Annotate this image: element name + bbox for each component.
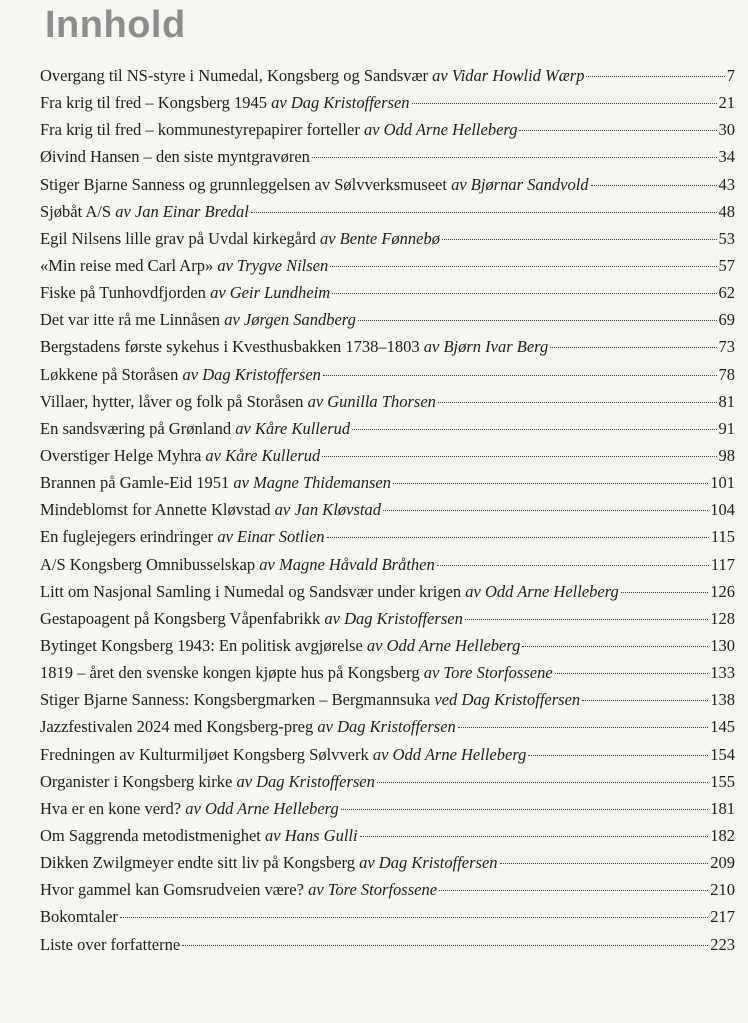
entry-page-number: 78 — [718, 364, 735, 384]
dot-leader — [500, 863, 709, 864]
entry-title: En fuglejegers erindringer — [40, 527, 214, 547]
entry-author: Odd Arne Helleberg — [386, 635, 521, 655]
toc-entry-text — [40, 799, 339, 819]
dot-leader — [439, 890, 708, 891]
dot-leader — [322, 456, 716, 457]
dot-leader — [465, 619, 708, 620]
toc-entry-text — [40, 636, 520, 656]
toc-entry — [40, 609, 735, 636]
entry-title: Organister i Kongsberg kirke — [40, 771, 233, 791]
entry-preposition: av — [423, 337, 440, 357]
entry-title: Mindeblomst for Annette Kløvstad — [40, 500, 271, 520]
toc-entry-text — [40, 500, 381, 520]
dot-leader — [438, 402, 717, 403]
entry-preposition: av — [185, 798, 201, 818]
entry-preposition: av — [274, 500, 291, 520]
toc-entry-text — [40, 229, 440, 249]
dot-leader — [251, 212, 717, 213]
toc-entry-text — [40, 663, 553, 683]
toc-entry — [40, 772, 735, 799]
entry-preposition: av — [363, 120, 380, 140]
toc-entry — [40, 717, 735, 744]
entry-author: Dag Kristoffersen — [290, 93, 410, 113]
entry-page-number: 138 — [710, 690, 735, 710]
toc-entry-text — [40, 880, 437, 900]
toc-entry — [40, 473, 735, 500]
toc-entry-text — [40, 473, 391, 493]
entry-preposition: av — [271, 93, 287, 113]
toc-entry-text — [40, 582, 619, 602]
page-title: Innhold — [45, 4, 186, 46]
entry-author: Kåre Kullerud — [254, 418, 351, 438]
entry-preposition: av — [465, 581, 481, 601]
toc-entry-text — [40, 392, 436, 412]
toc-entry — [40, 175, 735, 202]
toc-entry-text — [40, 93, 410, 113]
entry-page-number: 182 — [710, 825, 735, 845]
entry-author: Trygve Nilsen — [237, 255, 329, 275]
entry-title: Løkkene på Storåsen — [40, 364, 179, 384]
entry-title: Gestapoagent på Kongsberg Våpenfabrikk — [40, 608, 321, 628]
entry-title: Dikken Zwilgmeyer endte sitt liv på Kongsberg — [40, 853, 355, 873]
toc-entry — [40, 229, 735, 256]
dot-leader — [352, 429, 716, 430]
entry-page-number: 30 — [718, 120, 735, 140]
toc-entry-text — [40, 202, 249, 222]
entry-title: Overstiger Helge Myhra — [40, 445, 202, 465]
entry-page-number: 181 — [710, 798, 735, 818]
entry-page-number: 57 — [718, 255, 735, 275]
toc-entry — [40, 853, 735, 880]
entry-title: Egil Nilsens lille grav på Uvdal kirkegård — [40, 228, 316, 248]
toc-entry-text — [40, 147, 310, 167]
toc-entry — [40, 392, 735, 419]
toc-entry-text — [40, 826, 358, 846]
entry-title: Sjøbåt A/S — [40, 201, 112, 221]
toc-entry-text — [40, 419, 350, 439]
entry-preposition: av — [317, 717, 333, 737]
entry-page-number: 145 — [710, 717, 735, 737]
toc-entry — [40, 446, 735, 473]
entry-title: Hva er en kone verd? — [40, 798, 182, 818]
toc-entry-text — [40, 310, 356, 330]
dot-leader — [393, 483, 708, 484]
entry-page-number: 73 — [718, 337, 735, 357]
entry-title: Overgang til NS-styre i Numedal, Kongsberg og Sandsvær — [40, 66, 429, 85]
toc-entry-text — [40, 609, 463, 629]
table-of-contents — [40, 66, 735, 962]
dot-leader — [312, 157, 717, 158]
dot-leader — [120, 917, 708, 918]
entry-title: Stiger Bjarne Sanness og grunnleggelsen av Sølvverksmuseet — [40, 174, 447, 194]
entry-title: En sandsværing på Grønland — [40, 418, 232, 438]
entry-title: A/S Kongsberg Omnibusselskap — [40, 554, 256, 574]
toc-entry — [40, 337, 735, 364]
entry-title: Litt om Nasjonal Samling i Numedal og Sandsvær under krigen — [40, 581, 462, 601]
toc-entry-text — [40, 256, 328, 276]
dot-leader — [621, 592, 708, 593]
entry-author: Jørgen Sandberg — [243, 310, 356, 330]
entry-page-number: 128 — [710, 608, 735, 628]
toc-entry — [40, 582, 735, 609]
entry-page-number: 209 — [710, 853, 735, 873]
entry-title: Bergstadens første sykehus i Kvesthusbakken 1738–1803 — [40, 337, 420, 357]
dot-leader — [437, 565, 709, 566]
entry-title: Øivind Hansen – den siste myntgravøren — [40, 147, 310, 167]
toc-entry — [40, 907, 735, 934]
entry-page-number: 210 — [710, 880, 735, 900]
entry-page-number: 217 — [710, 907, 735, 927]
dot-leader — [555, 673, 709, 674]
entry-author: Gunilla Thorsen — [327, 391, 436, 411]
entry-preposition: av — [235, 418, 251, 438]
entry-page-number: 34 — [718, 147, 735, 167]
toc-entry — [40, 663, 735, 690]
dot-leader — [332, 293, 716, 294]
entry-page-number: 81 — [718, 391, 735, 411]
toc-entry-text — [40, 337, 548, 357]
entry-title: Jazzfestivalen 2024 med Kongsberg-preg — [40, 717, 314, 737]
entry-page-number: 69 — [718, 310, 735, 330]
entry-preposition: av — [451, 174, 467, 194]
toc-entry — [40, 256, 735, 283]
entry-page-number: 130 — [710, 635, 735, 655]
entry-title: Fra krig til fred – Kongsberg 1945 — [40, 93, 267, 113]
toc-entry-text — [40, 690, 580, 710]
entry-title: «Min reise med Carl Arp» — [40, 255, 214, 275]
entry-author: Kåre Kullerud — [225, 445, 321, 465]
entry-page-number: 98 — [718, 445, 735, 465]
toc-entry — [40, 147, 735, 174]
entry-preposition: av — [265, 825, 281, 845]
entry-preposition: av — [182, 364, 199, 384]
toc-entry — [40, 202, 735, 229]
entry-page-number: 101 — [710, 473, 735, 493]
entry-author: Dag Kristoffersen — [256, 771, 375, 791]
dot-leader — [550, 347, 716, 348]
entry-preposition: av — [259, 554, 275, 574]
toc-entry-text — [40, 853, 498, 873]
entry-preposition: av — [319, 228, 336, 248]
dot-leader — [360, 836, 709, 837]
toc-entry-text — [40, 935, 180, 955]
entry-preposition: av — [372, 744, 389, 764]
dot-leader — [591, 185, 717, 186]
entry-author: Dag Kristoffersen — [344, 608, 463, 628]
dot-leader — [582, 700, 708, 701]
dot-leader — [358, 320, 717, 321]
toc-entry — [40, 365, 735, 392]
toc-entry-text — [40, 772, 375, 792]
dot-leader — [586, 76, 724, 77]
toc-entry — [40, 935, 735, 962]
entry-page-number: 91 — [718, 418, 735, 438]
toc-entry — [40, 66, 735, 93]
entry-title: 1819 – året den svenske kongen kjøpte hus på Kongsberg — [40, 663, 420, 683]
entry-title: Det var itte rå me Linnåsen — [40, 310, 221, 330]
toc-entry — [40, 419, 735, 446]
entry-page-number: 133 — [710, 663, 735, 683]
toc-entry-text — [40, 66, 584, 86]
toc-entry — [40, 310, 735, 337]
entry-preposition: av — [224, 310, 240, 330]
entry-title: Bokomtaler — [40, 907, 118, 927]
entry-title: Fra krig til fred – kommunestyrepapirer forteller — [40, 120, 360, 140]
dot-leader — [412, 103, 717, 104]
dot-leader — [330, 266, 716, 267]
entry-preposition: av — [233, 473, 249, 493]
dot-leader — [522, 646, 708, 647]
dot-leader — [182, 945, 708, 946]
toc-entry-text — [40, 175, 589, 195]
entry-author: Odd Arne Helleberg — [392, 744, 527, 764]
entry-page-number: 53 — [718, 228, 735, 248]
entry-page-number: 126 — [710, 581, 735, 601]
entry-title: Om Saggrenda metodistmenighet — [40, 825, 261, 845]
toc-entry — [40, 636, 735, 663]
entry-author: Tore Storfossene — [327, 880, 438, 900]
entry-page-number: 154 — [710, 744, 735, 764]
dot-leader — [519, 130, 716, 131]
dot-leader — [458, 727, 708, 728]
entry-title: Villaer, hytter, låver og folk på Storåsen — [40, 391, 304, 411]
toc-entry — [40, 500, 735, 527]
entry-author: Geir Lundheim — [229, 283, 331, 303]
entry-preposition: av — [366, 635, 383, 655]
toc-entry — [40, 120, 735, 147]
entry-preposition: av — [210, 283, 226, 303]
entry-title: Liste over forfatterne — [40, 934, 181, 954]
entry-author: Dag Kristoffersen — [378, 853, 498, 873]
entry-title: Bytinget Kongsberg 1943: En politisk avgjørelse — [40, 635, 363, 655]
toc-entry-text — [40, 446, 320, 466]
entry-author: Odd Arne Helleberg — [383, 120, 518, 140]
entry-preposition: av — [324, 608, 340, 628]
entry-page-number: 62 — [718, 283, 735, 303]
entry-preposition: av — [115, 201, 131, 221]
entry-author: Jan Kløvstad — [294, 500, 381, 520]
toc-entry — [40, 93, 735, 120]
toc-entry-text — [40, 527, 325, 547]
toc-entry — [40, 283, 735, 310]
entry-page-number: 7 — [726, 66, 735, 85]
toc-entry-text — [40, 120, 517, 140]
toc-entry — [40, 745, 735, 772]
dot-leader — [327, 537, 709, 538]
toc-entry — [40, 880, 735, 907]
entry-author: Dag Kristoffersen — [202, 364, 321, 384]
entry-title: Stiger Bjarne Sanness: Kongsbergmarken – Bergmannsuka — [40, 690, 431, 710]
entry-page-number: 43 — [718, 174, 735, 194]
toc-entry-text — [40, 745, 526, 765]
entry-preposition: av — [359, 853, 375, 873]
entry-preposition: av — [308, 880, 324, 900]
toc-entry — [40, 527, 735, 554]
entry-preposition: av — [432, 66, 448, 85]
toc-entry — [40, 690, 735, 717]
dot-leader — [323, 375, 717, 376]
entry-page-number: 104 — [710, 500, 735, 520]
entry-preposition: ved — [434, 690, 458, 710]
entry-page-number: 155 — [710, 771, 735, 791]
entry-author: Tore Storfossene — [443, 663, 553, 683]
entry-page-number: 117 — [710, 554, 735, 574]
dot-leader — [341, 809, 709, 810]
entry-preposition: av — [236, 771, 253, 791]
toc-entry-text — [40, 717, 456, 737]
entry-preposition: av — [307, 391, 324, 411]
entry-page-number: 115 — [710, 527, 735, 547]
toc-entry-text — [40, 283, 330, 303]
entry-author: Magne Håvald Bråthen — [278, 554, 435, 574]
dot-leader — [528, 755, 708, 756]
entry-page-number: 48 — [718, 201, 735, 221]
toc-entry — [40, 826, 735, 853]
entry-author: Odd Arne Helleberg — [484, 581, 619, 601]
dot-leader — [383, 510, 708, 511]
entry-page-number: 223 — [710, 934, 735, 954]
entry-preposition: av — [205, 445, 221, 465]
entry-author: Odd Arne Helleberg — [204, 798, 339, 818]
dot-leader — [377, 782, 708, 783]
entry-author: Dag Kristoffersen — [461, 690, 581, 710]
entry-author: Magne Thidemansen — [253, 473, 392, 493]
entry-title: Brannen på Gamle-Eid 1951 — [40, 473, 230, 493]
entry-author: Einar Sotlien — [237, 527, 325, 547]
entry-preposition: av — [217, 527, 233, 547]
entry-author: Bjørnar Sandvold — [470, 174, 589, 194]
entry-title: Fiske på Tunhovdfjorden — [40, 283, 206, 303]
entry-author: Bjørn Ivar Berg — [443, 337, 549, 357]
entry-title: Fredningen av Kulturmiljøet Kongsberg Sølvverk — [40, 744, 369, 764]
entry-page-number: 21 — [718, 93, 735, 113]
toc-entry — [40, 555, 735, 582]
toc-entry-text — [40, 907, 118, 927]
toc-entry-text — [40, 365, 321, 385]
entry-author: Vidar Howlid Wærp — [451, 66, 585, 85]
toc-entry — [40, 799, 735, 826]
dot-leader — [442, 239, 716, 240]
entry-author: Jan Einar Bredal — [134, 201, 249, 221]
entry-preposition: av — [217, 255, 233, 275]
toc-entry-text — [40, 555, 435, 575]
entry-author: Hans Gulli — [284, 825, 358, 845]
entry-author: Bente Fønnebø — [339, 228, 441, 248]
entry-preposition: av — [423, 663, 440, 683]
entry-title: Hvor gammel kan Gomsrudveien være? — [40, 880, 304, 900]
entry-author: Dag Kristoffersen — [337, 717, 456, 737]
